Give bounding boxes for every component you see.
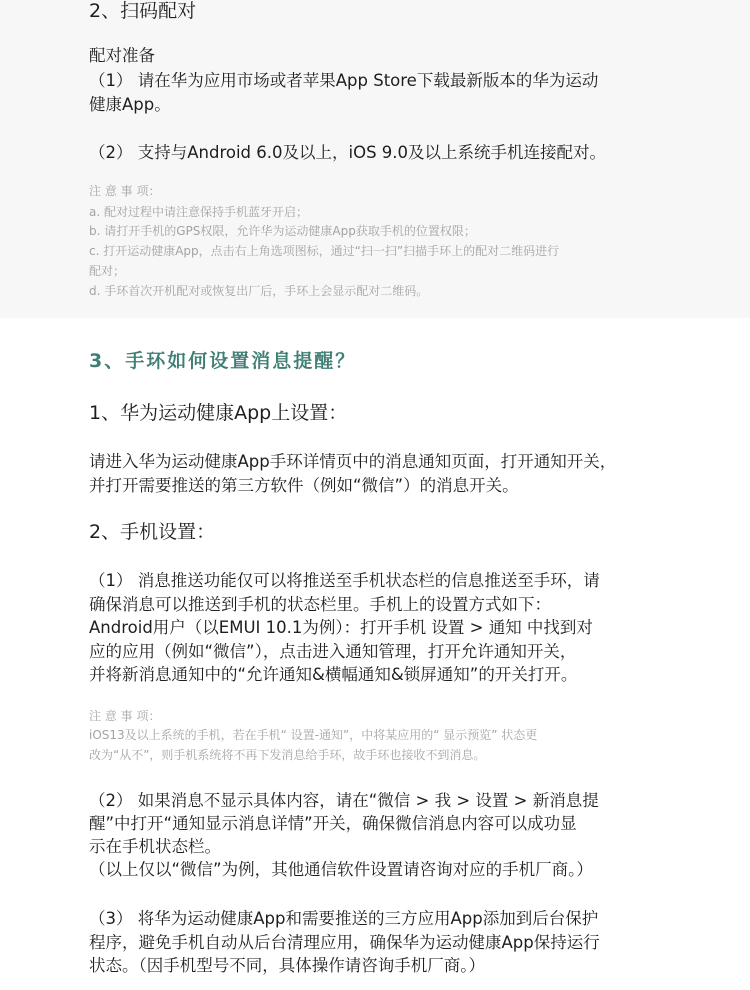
section-title: 3、手环如何设置消息提醒？	[89, 350, 357, 372]
prep-item-1-cont: 健康App。	[89, 95, 171, 114]
note-d: d. 手环首次开机配对或恢复出厂后，手环上会显示配对二维码。	[89, 284, 429, 298]
wechat-settings-line-1: （2） 如果消息不显示具体内容，请在“微信 > 我 > 设置 > 新消息提	[89, 791, 599, 810]
wechat-settings-line-4: （以上仅以“微信”为例，其他通信软件设置请咨询对应的手机厂商。）	[89, 860, 593, 879]
phone-settings-line-2: 确保消息可以推送到手机的状态栏里。手机上的设置方式如下：	[89, 595, 551, 614]
note-a: a. 配对过程中请注意保持手机蓝牙开启；	[89, 205, 308, 219]
background-protect-line-1: （3） 将华为运动健康App和需要推送的三方应用App添加到后台保护	[89, 909, 599, 928]
background-protect-line-3: 状态。（因手机型号不同，具体操作请咨询手机厂商。）	[89, 956, 485, 975]
app-settings-text-cont: 并打开需要推送的第三方软件（例如“微信”）的消息开关。	[89, 476, 519, 495]
wechat-settings-line-3: 示在手机状态栏。	[89, 837, 221, 856]
phone-settings-line-4: 应的应用（例如“微信”），点击进入通知管理，打开允许通知开关，	[89, 642, 577, 661]
ios-note-line-1: iOS13及以上系统的手机，若在手机“ 设置-通知”，中将某应用的“ 显示预览” 状态更	[89, 728, 538, 742]
pairing-heading: 2、扫码配对	[89, 0, 197, 22]
prep-item-2: （2） 支持与Android 6.0及以上，iOS 9.0及以上系统手机连接配对。	[89, 143, 607, 162]
prep-item-1: （1） 请在华为应用市场或者苹果App Store下载最新版本的华为运动	[89, 71, 599, 90]
note-title: 注 意 事 项：	[89, 184, 161, 198]
note-b: b. 请打开手机的GPS权限，允许华为运动健康App获取手机的位置权限；	[89, 224, 476, 238]
note-c-cont: 配对；	[89, 264, 126, 278]
phone-settings-line-3: Android用户（以EMUI 10.1为例）：打开手机 设置 > 通知 中找到对	[89, 618, 593, 637]
wechat-settings-line-2: 醒”中打开“通知显示消息详情”开关，确保微信消息内容可以成功显	[89, 814, 577, 833]
background-protect-line-2: 程序，避免手机自动从后台清理应用，确保华为运动健康App保持运行	[89, 933, 600, 952]
ios-note-line-2: 改为“从不”，则手机系统将不再下发消息给手环，故手环也接收不到消息。	[89, 748, 486, 762]
app-settings-text: 请进入华为运动健康App手环详情页中的消息通知页面，打开通知开关，	[89, 452, 617, 471]
phone-settings-line-5: 并将新消息通知中的“允许通知&横幅通知&锁屏通知”的开关打开。	[89, 665, 578, 684]
subheading-phone-settings: 2、手机设置：	[89, 521, 216, 543]
prep-title: 配对准备	[89, 46, 155, 65]
ios-note-title: 注 意 事 项：	[89, 709, 161, 723]
phone-settings-line-1: （1） 消息推送功能仅可以将推送至手机状态栏的信息推送至手环，请	[89, 571, 600, 590]
note-c: c. 打开运动健康App，点击右上角选项图标，通过“扫一扫”扫描手环上的配对二维码进行	[89, 244, 560, 258]
subheading-app-settings: 1、华为运动健康App上设置：	[89, 402, 348, 424]
